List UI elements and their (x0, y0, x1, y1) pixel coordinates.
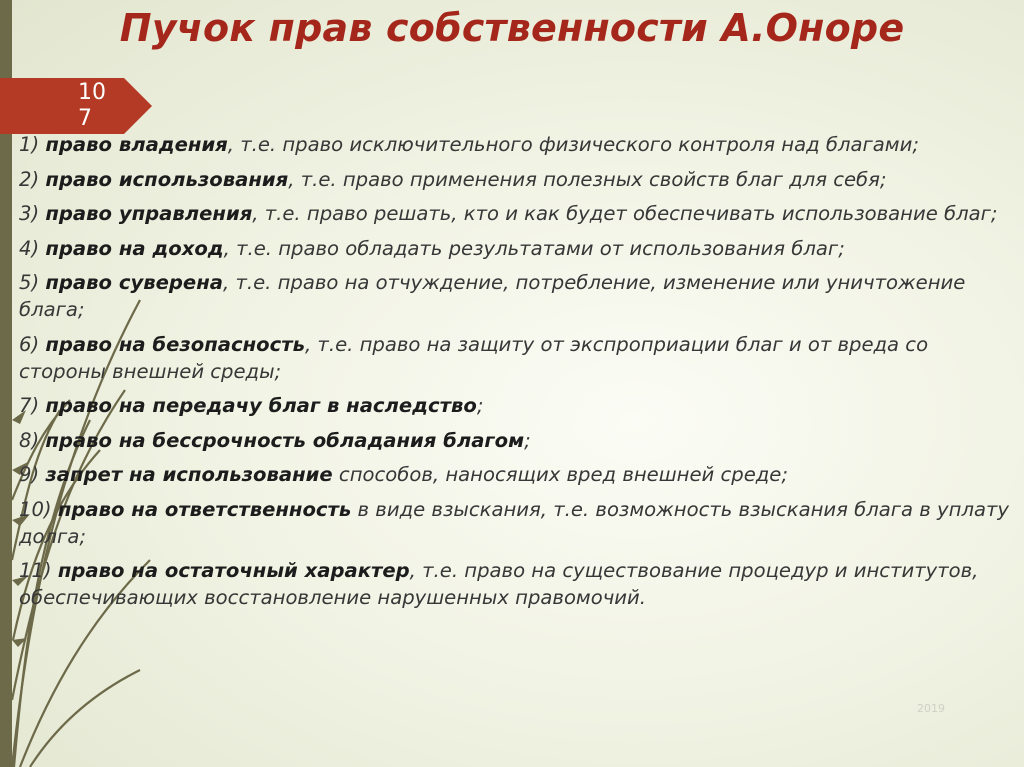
item-term: право на бессрочность обладания благом (45, 428, 525, 452)
list-item (19, 496, 1009, 550)
item-description: , т.е. право применения полезных свойств благ для себя; (288, 167, 887, 191)
item-description: ; (476, 394, 484, 417)
list-item (19, 166, 1009, 193)
item-term: право владения (45, 133, 228, 156)
watermark-year: 2019 (917, 702, 945, 715)
item-number: 10) (19, 497, 52, 521)
item-number: 2) (19, 167, 40, 191)
list-item (19, 392, 1009, 419)
item-number: 7) (19, 394, 40, 417)
item-term: право суверена (45, 271, 223, 294)
item-description: ; (524, 428, 531, 452)
slide-title: Пучок прав собственности А.Оноре (119, 6, 905, 50)
list-item (19, 427, 1009, 454)
list-item (19, 131, 1009, 158)
list-item (19, 235, 1009, 262)
rights-list (19, 131, 1009, 619)
list-item (19, 331, 1009, 385)
list-item (19, 461, 1009, 488)
item-term: право использования (45, 167, 289, 191)
item-term: запрет на использование (45, 463, 333, 486)
item-term: право на ответственность (57, 497, 352, 521)
item-description: в виде взыскания, т.е. возможность взыскания блага в уплату долга; (19, 497, 1010, 548)
item-term: право на передачу благ в наследство (45, 394, 477, 417)
item-number: 1) (19, 133, 40, 156)
item-number: 6) (19, 332, 40, 356)
item-description: , т.е. право на защиту от экспроприации благ и от вреда со стороны внешней среды; (19, 332, 929, 383)
item-description: , т.е. право решать, кто и как будет обеспечивать использование благ; (252, 202, 998, 225)
badge-shape (0, 78, 152, 134)
item-term: право управления (45, 202, 253, 225)
item-number: 3) (19, 202, 40, 225)
item-number: 8) (19, 428, 40, 452)
item-description: , т.е. право обладать результатами от использования благ; (223, 236, 845, 260)
list-item (19, 269, 1009, 323)
item-description: , т.е. право на отчуждение, потребление, изменение или уничтожение блага; (19, 271, 966, 321)
item-number: 11) (19, 559, 52, 582)
item-description: способов, наносящих вред внешней среде; (332, 463, 788, 486)
item-term: право на безопасность (45, 332, 305, 356)
slide-number-badge (0, 78, 152, 134)
item-number: 9) (19, 463, 40, 486)
item-term: право на доход (45, 236, 224, 260)
item-number: 5) (19, 271, 40, 294)
item-term: право на остаточный характер (57, 559, 410, 582)
item-description: , т.е. право исключительного физического контроля над благами; (227, 133, 919, 156)
slide-number: 107 (78, 80, 106, 131)
item-number: 4) (19, 236, 40, 260)
list-item (19, 557, 1009, 611)
item-description: , т.е. право на существование процедур и институтов, обеспечивающих восстановление нарушенных правомочий. (19, 559, 979, 609)
list-item (19, 200, 1009, 227)
